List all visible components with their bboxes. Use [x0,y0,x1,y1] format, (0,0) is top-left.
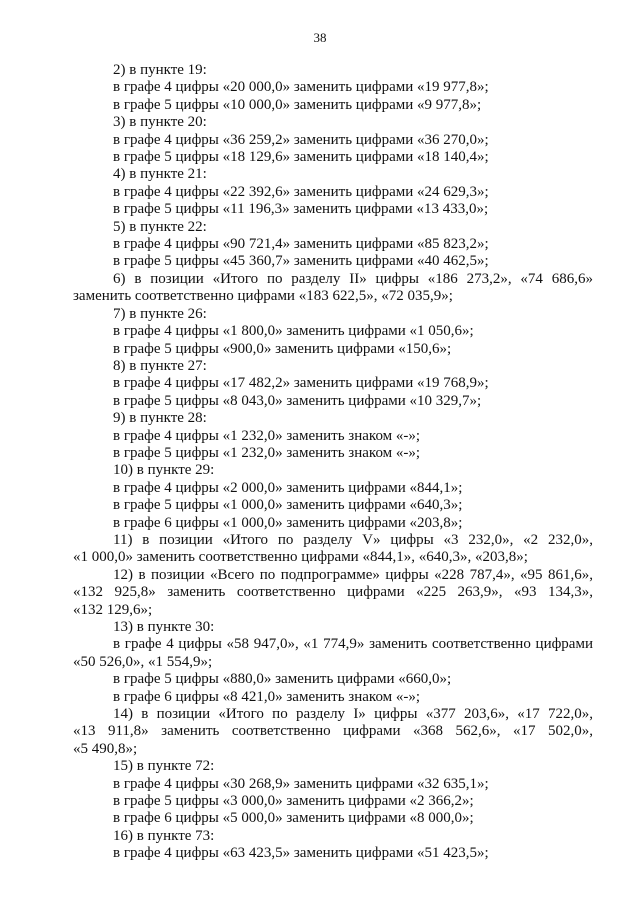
text-line: в графе 5 цифры «880,0» заменить цифрами «660,0»; [113,671,452,688]
text-line: в графе 4 цифры «30 268,9» заменить цифрами «32 635,1»; [113,775,489,792]
text-line: в графе 6 цифры «5 000,0» заменить цифрами «8 000,0»; [113,810,474,827]
text-line: в графе 4 цифры «2 000,0» заменить цифрами «844,1»; [113,479,463,496]
text-line: в графе 4 цифры «90 721,4» заменить цифрами «85 823,2»; [113,236,489,253]
text-line: 14) в позиции «Итого по разделу I» цифры «377 203,6», «17 722,0», [113,706,593,723]
document-body [73,62,593,863]
text-line: в графе 6 цифры «1 000,0» заменить цифрами «203,8»; [113,514,463,531]
text-line: в графе 4 цифры «17 482,2» заменить цифрами «19 768,9»; [113,375,489,392]
text-line: в графе 4 цифры «22 392,6» заменить цифрами «24 629,3»; [113,183,489,200]
text-line: 12) в позиции «Всего по подпрограмме» цифры «228 787,4», «95 861,6», [113,566,593,583]
text-line: в графе 5 цифры «18 129,6» заменить цифрами «18 140,4»; [113,149,489,166]
text-line: в графе 6 цифры «8 421,0» заменить знаком «-»; [113,688,421,705]
text-line: 3) в пункте 20: [113,114,207,131]
text-line: в графе 4 цифры «1 800,0» заменить цифрами «1 050,6»; [113,323,474,340]
text-line: 5) в пункте 22: [113,218,207,235]
text-line: 10) в пункте 29: [113,462,215,479]
text-line: в графе 5 цифры «8 043,0» заменить цифрами «10 329,7»; [113,392,482,409]
text-line: в графе 4 цифры «58 947,0», «1 774,9» заменить соответственно цифрами [113,636,593,653]
text-line: в графе 4 цифры «63 423,5» заменить цифрами «51 423,5»; [113,845,489,862]
text-line: «50 526,0», «1 554,9»; [73,653,213,670]
text-line: 6) в позиции «Итого по разделу II» цифры «186 273,2», «74 686,6» [113,270,593,287]
text-line: «1 000,0» заменить соответственно цифрами «844,1», «640,3», «203,8»; [73,549,528,566]
text-line: в графе 5 цифры «10 000,0» заменить цифрами «9 977,8»; [113,96,482,113]
text-line: 7) в пункте 26: [113,305,207,322]
text-line: в графе 5 цифры «1 000,0» заменить цифрами «640,3»; [113,497,463,514]
text-line: в графе 4 цифры «20 000,0» заменить цифрами «19 977,8»; [113,79,489,96]
text-line: в графе 4 цифры «36 259,2» заменить цифрами «36 270,0»; [113,131,489,148]
text-line: в графе 4 цифры «1 232,0» заменить знаком «-»; [113,427,421,444]
text-line: 2) в пункте 19: [113,62,207,78]
text-line: 15) в пункте 72: [113,758,215,775]
text-line: заменить соответственно цифрами «183 622,5», «72 035,9»; [73,288,453,305]
text-line: 11) в позиции «Итого по разделу V» цифры «3 232,0», «2 232,0», [113,531,593,548]
text-line: 9) в пункте 28: [113,410,207,427]
text-line: в графе 5 цифры «11 196,3» заменить цифрами «13 433,0»; [113,201,489,218]
text-line: 4) в пункте 21: [113,166,207,183]
text-line: «13 911,8» заменить соответственно цифрами «368 562,6», «17 502,0», [73,723,593,740]
text-line: «132 129,6»; [73,601,153,618]
text-line: 16) в пункте 73: [113,827,215,844]
text-line: в графе 5 цифры «1 232,0» заменить знаком «-»; [113,444,421,461]
text-line: 13) в пункте 30: [113,619,215,635]
text-line: «132 925,8» заменить соответственно цифрами «225 263,9», «93 134,3», [73,584,593,601]
text-line: в графе 5 цифры «900,0» заменить цифрами «150,6»; [113,340,452,357]
text-line: «5 490,8»; [73,740,138,757]
text-line: в графе 5 цифры «3 000,0» заменить цифрами «2 366,2»; [113,793,474,810]
page-number: 38 [313,30,327,45]
text-line: 8) в пункте 27: [113,357,207,374]
text-line: в графе 5 цифры «45 360,7» заменить цифрами «40 462,5»; [113,253,489,270]
